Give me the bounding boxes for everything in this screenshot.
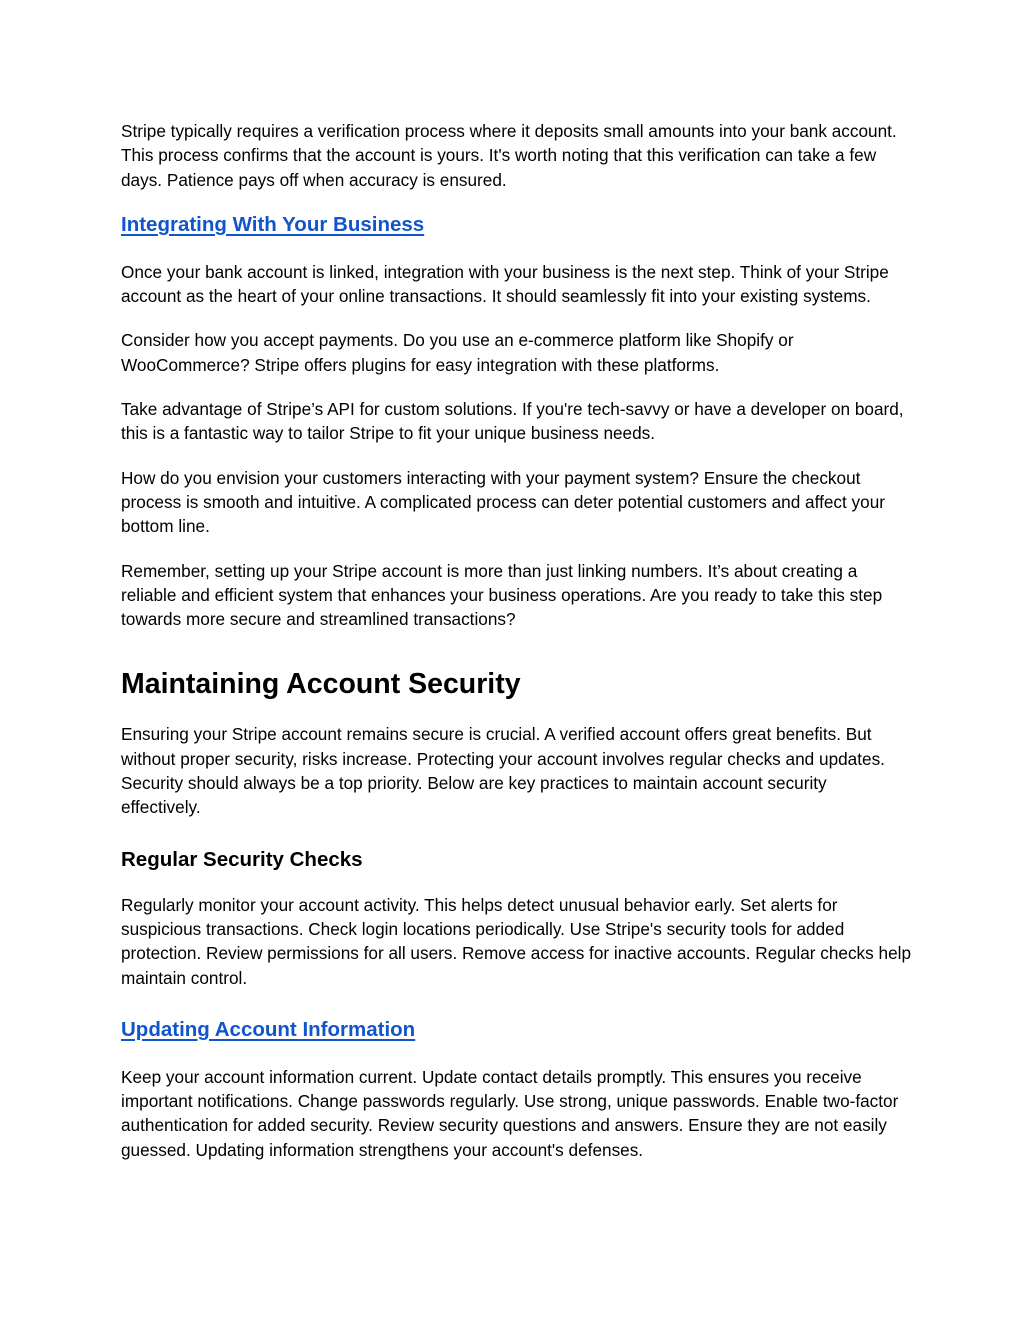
- paragraph-updating-info: Keep your account information current. Update contact details promptly. This ensures you receive important notifications. Change passwords regularly. Use strong, unique passwords. Enable two-factor authentication for added security. Review security questions and answers. Ensure they are not easily guessed. Updating information strengthens your account's defenses.: [121, 1066, 899, 1160]
- heading-updating-info-link[interactable]: Updating Account Information: [121, 1017, 416, 1041]
- heading-regular-checks: Regular Security Checks: [121, 847, 363, 871]
- heading-integrating: [121, 212, 911, 238]
- paragraph-checkout: How do you envision your customers interacting with your payment system? Ensure the checkout process is smooth and intuitive. A complicated process can deter potential customers and affect your bottom line.: [121, 467, 885, 537]
- paragraph-remember: Remember, setting up your Stripe account is more than just linking numbers. It’s about creating a reliable and efficient system that enhances your business operations. Are you ready to take this step towards more secure and streamlined transactions?: [121, 560, 883, 630]
- heading-integrating-link[interactable]: Integrating With Your Business: [121, 212, 425, 236]
- paragraph-integration-intro: Once your bank account is linked, integration with your business is the next step. Think of your Stripe account as the heart of your online transactions. It should seamlessly fit into your existing systems.: [121, 261, 889, 307]
- document-body: [121, 119, 911, 1182]
- paragraph-payment-platforms: Consider how you accept payments. Do you use an e-commerce platform like Shopify or WooCommerce? Stripe offers plugins for easy integration with these platforms.: [121, 330, 794, 375]
- paragraph-security-intro: Ensuring your Stripe account remains secure is crucial. A verified account offers great benefits. But without proper security, risks increase. Protecting your account involves regular checks and updates. Security should always be a top priority. Below are key practices to maintain account security effectively.: [121, 724, 885, 818]
- paragraph-verification: Stripe typically requires a verification process where it deposits small amounts into your bank account. This process confirms that the account is yours. It's worth noting that this verification can take a few days. Patience pays off when accuracy is ensured.: [121, 121, 897, 190]
- heading-updating-info: [121, 1017, 911, 1043]
- paragraph-api: Take advantage of Stripe’s API for custom solutions. If you're tech-savvy or have a developer on board, this is a fantastic way to tailor Stripe to fit your unique business needs.: [121, 399, 904, 444]
- heading-maintaining-security: Maintaining Account Security: [121, 668, 521, 701]
- paragraph-regular-checks: Regularly monitor your account activity. This helps detect unusual behavior early. Set alerts for suspicious transactions. Check login locations periodically. Use Stripe's security tools for added protection. Review permissions for all users. Remove access for inactive accounts. Regular checks help maintain control.: [121, 894, 912, 988]
